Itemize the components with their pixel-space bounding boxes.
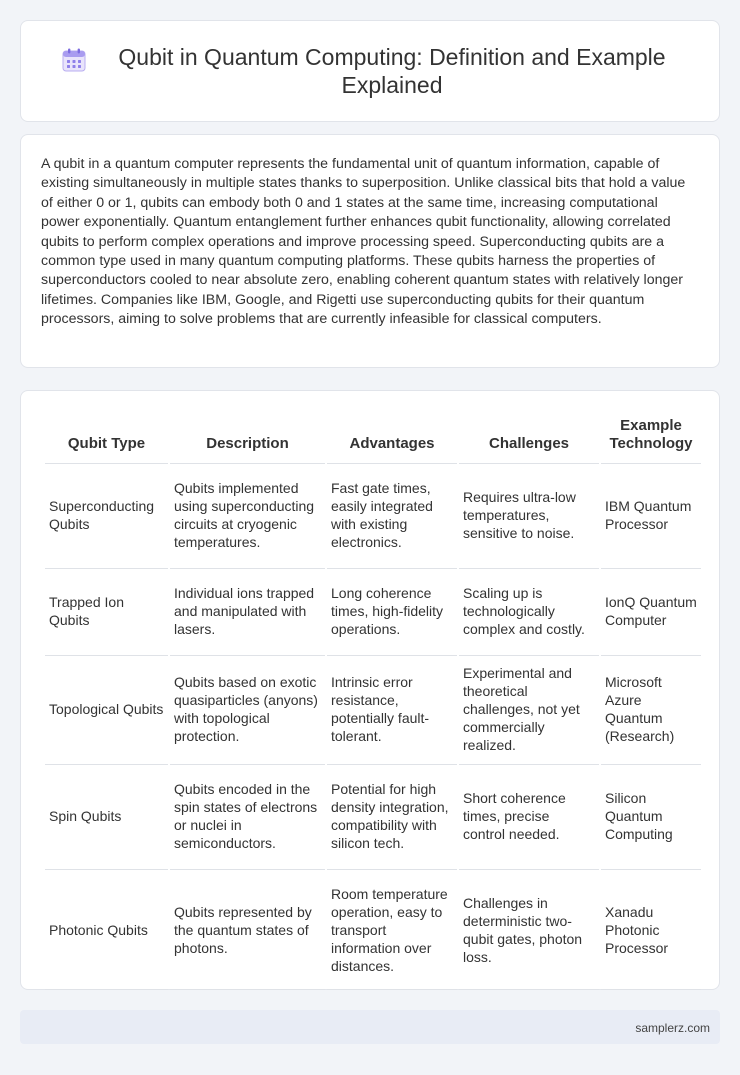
table-row <box>45 764 701 867</box>
table-cell: Room temperature operation, easy to transport information over distances. <box>327 869 457 990</box>
table-cell: Fast gate times, easily integrated with existing electronics. <box>327 463 457 566</box>
table-cell: Spin Qubits <box>45 764 168 867</box>
table-cell: Intrinsic error resistance, potentially fault-tolerant. <box>327 655 457 762</box>
header-card <box>20 20 720 122</box>
table-cell: Long coherence times, high-fidelity operations. <box>327 568 457 653</box>
table-cell: Requires ultra-low temperatures, sensitive to noise. <box>459 463 599 566</box>
intro-paragraph: A qubit in a quantum computer represents the fundamental unit of quantum information, capable of existing simultaneously in multiple states thanks to superposition. Unlike classical bits that hold a value of either 0 or 1, qubits can embody both 0 and 1 states at the same time, increasing computational power exponentially. Quantum entanglement further enhances qubit functionality, allowing correlated qubits to perform complex operations and improve processing speed. Superconducting qubits are a common type used in many quantum computing platforms. These qubits harness the properties of superconductors cooled to near absolute zero, enabling coherent quantum states with relatively longer lifetimes. Companies like IBM, Google, and Rigetti use superconducting qubits for their quantum processors, aiming to solve problems that are currently infeasible for classical computers. <box>41 156 686 328</box>
table-cell: Experimental and theoretical challenges, not yet commercially realized. <box>459 655 599 762</box>
page-title: Qubit in Quantum Computing: Definition and Example Explained <box>118 44 666 98</box>
column-header: Description <box>206 435 289 452</box>
table-row <box>45 869 701 990</box>
column-header: Qubit Type <box>67 435 146 452</box>
table-cell: Individual ions trapped and manipulated with lasers. <box>170 568 325 653</box>
column-header: Advantages <box>349 435 435 452</box>
table-cell: Silicon Quantum Computing <box>601 764 701 867</box>
table-cell: Topological Qubits <box>45 655 168 762</box>
table-cell: IonQ Quantum Computer <box>601 568 701 653</box>
table-row <box>45 463 701 566</box>
table-header-row <box>45 413 701 461</box>
table-cell: Potential for high density integration, compatibility with silicon tech. <box>327 764 457 867</box>
table-cell: Qubits implemented using superconducting circuits at cryogenic temperatures. <box>170 463 325 566</box>
table-card <box>20 390 720 990</box>
table-cell: Microsoft Azure Quantum (Research) <box>601 655 701 762</box>
qubit-types-table <box>43 411 703 992</box>
footer-site-link[interactable]: samplerz.com <box>635 1021 710 1035</box>
table-cell: Trapped Ion Qubits <box>45 568 168 653</box>
table-row <box>45 568 701 653</box>
table-cell: Superconducting Qubits <box>45 463 168 566</box>
table-cell: Scaling up is technologically complex and costly. <box>459 568 599 653</box>
table-cell: Challenges in deterministic two-qubit gates, photon loss. <box>459 869 599 990</box>
column-header: Challenges <box>488 435 570 452</box>
footer <box>20 1010 720 1044</box>
table-cell: Xanadu Photonic Processor <box>601 869 701 990</box>
table-cell: Qubits encoded in the spin states of electrons or nuclei in semiconductors. <box>170 764 325 867</box>
table-cell: IBM Quantum Processor <box>601 463 701 566</box>
column-header: Example Technology <box>609 417 693 452</box>
table-cell: Short coherence times, precise control needed. <box>459 764 599 867</box>
intro-card <box>20 134 720 368</box>
calendar-icon <box>61 47 87 73</box>
table-cell: Photonic Qubits <box>45 869 168 990</box>
table-cell: Qubits based on exotic quasiparticles (anyons) with topological protection. <box>170 655 325 762</box>
table-row <box>45 655 701 762</box>
table-cell: Qubits represented by the quantum states of photons. <box>170 869 325 990</box>
title-wrap <box>21 43 719 99</box>
